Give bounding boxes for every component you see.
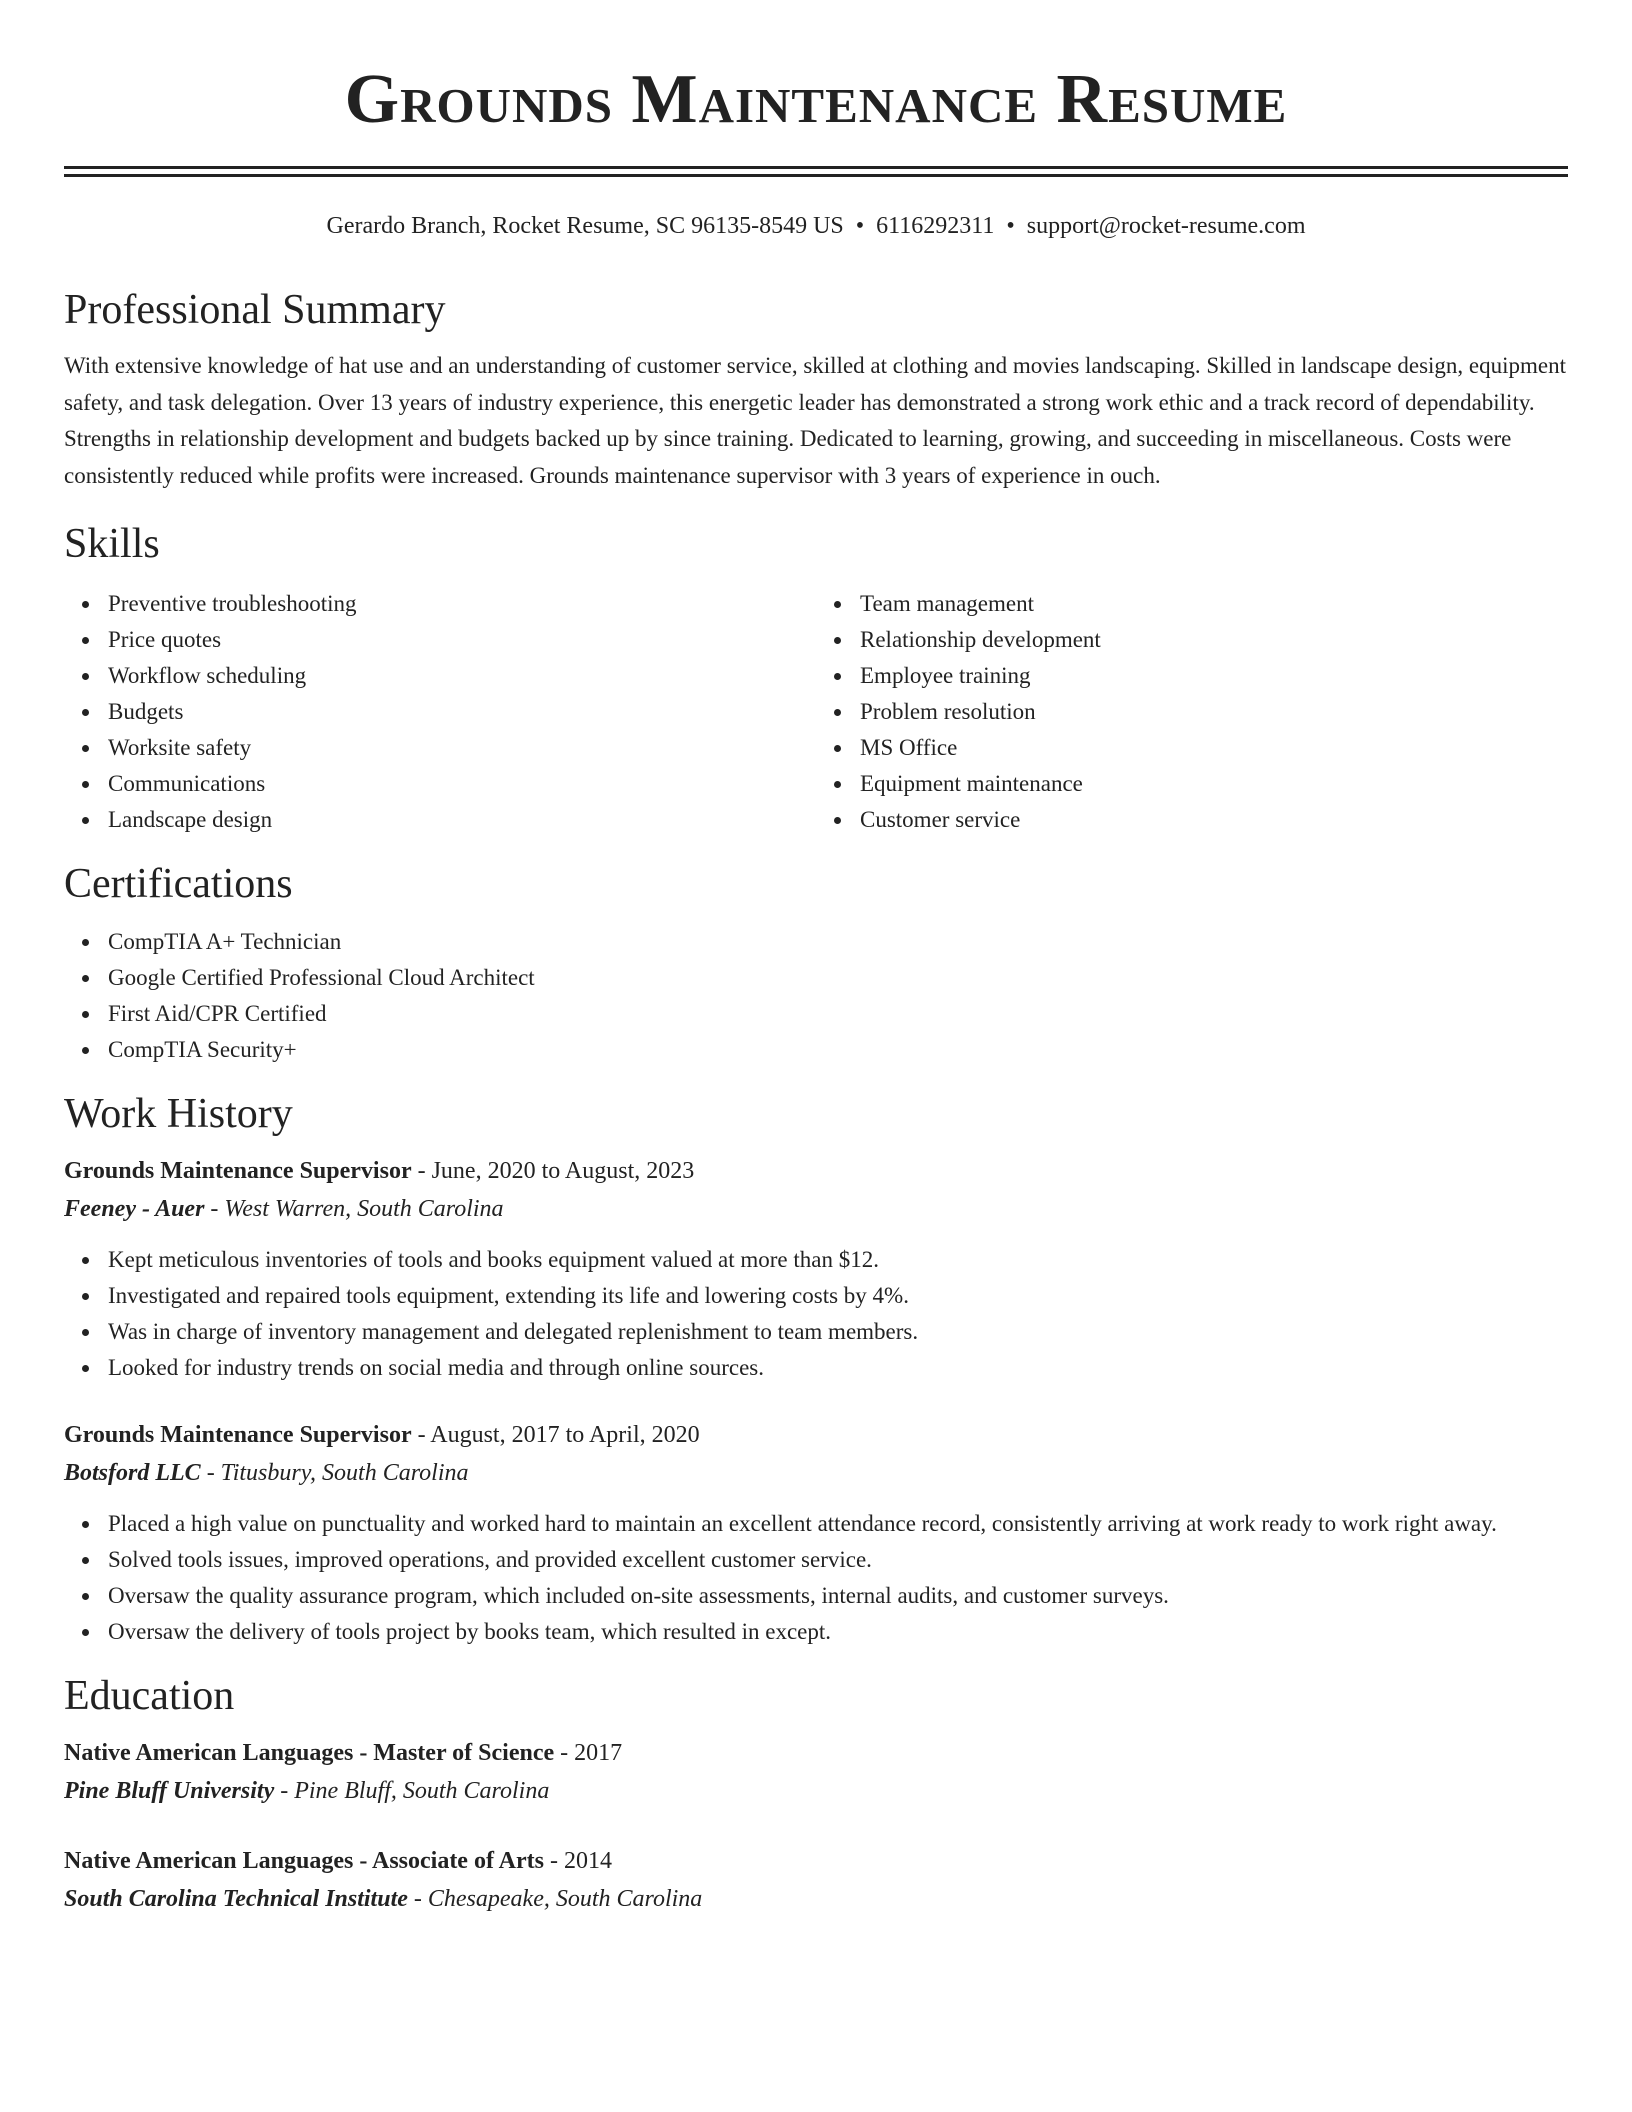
education-school-line	[64, 1772, 1568, 1810]
job-location: - Titusbury, South Carolina	[200, 1460, 469, 1486]
skill-item: Landscape design	[108, 802, 816, 838]
job-entry	[64, 1416, 1568, 1650]
education-year: - 2017	[554, 1740, 623, 1766]
skill-item: Communications	[108, 766, 816, 802]
job-company-line	[64, 1454, 1568, 1492]
skill-item: Price quotes	[108, 622, 816, 658]
certification-item: Google Certified Professional Cloud Architect	[108, 960, 1568, 996]
certifications-list	[64, 924, 1568, 1068]
education-school: South Carolina Technical Institute	[64, 1886, 408, 1912]
skills-list-left	[64, 586, 816, 838]
certification-item: CompTIA Security+	[108, 1032, 1568, 1068]
job-title: Grounds Maintenance Supervisor	[64, 1158, 412, 1184]
job-dates: - August, 2017 to April, 2020	[411, 1422, 700, 1448]
skill-item: MS Office	[860, 730, 1568, 766]
skill-item: Customer service	[860, 802, 1568, 838]
education-heading: Education	[64, 1673, 235, 1719]
skill-item: Employee training	[860, 658, 1568, 694]
skill-item: Team management	[860, 586, 1568, 622]
skills-heading: Skills	[64, 521, 160, 567]
job-dates: - June, 2020 to August, 2023	[411, 1158, 695, 1184]
summary-text: With extensive knowledge of hat use and an understanding of customer service, skilled at clothing and movies landscaping. Skilled in landscape design, equipment safety, and task delegation. Over 13 years of industry experience, this energetic leader has demonstrated a strong work ethic and a track record of dependability. Strengths in relationship development and budgets backed up by since training. Dedicated to learning, growing, and succeeding in miscellaneous. Costs were consistently reduced while profits were increased. Grounds maintenance supervisor with 3 years of experience in ouch.	[64, 353, 1567, 488]
job-duty: Oversaw the delivery of tools project by books team, which resulted in except.	[108, 1614, 1568, 1650]
certifications-heading: Certifications	[64, 861, 293, 907]
job-entry	[64, 1152, 1568, 1386]
education-location: - Pine Bluff, South Carolina	[274, 1778, 550, 1804]
job-duty: Oversaw the quality assurance program, which included on-site assessments, internal audits, and customer surveys.	[108, 1578, 1568, 1614]
job-location: - West Warren, South Carolina	[204, 1196, 504, 1222]
education-location: - Chesapeake, South Carolina	[407, 1886, 703, 1912]
education-entry	[64, 1842, 1568, 1918]
contact-line	[64, 211, 1568, 241]
skills-columns	[64, 586, 1568, 838]
work-history-heading: Work History	[64, 1091, 293, 1137]
job-duties-list	[64, 1506, 1568, 1650]
skill-item: Budgets	[108, 694, 816, 730]
job-duty: Placed a high value on punctuality and worked hard to maintain an excellent attendance record, consistently arriving at work ready to work right away.	[108, 1506, 1568, 1542]
contact-phone: 6116292311	[876, 213, 995, 239]
job-duty: Solved tools issues, improved operations, and provided excellent customer service.	[108, 1542, 1568, 1578]
job-title: Grounds Maintenance Supervisor	[64, 1422, 412, 1448]
resume-title: Grounds Maintenance Resume	[344, 61, 1288, 138]
certification-item: CompTIA A+ Technician	[108, 924, 1568, 960]
job-duty: Looked for industry trends on social media and through online sources.	[108, 1350, 1568, 1386]
job-company: Botsford LLC	[64, 1460, 201, 1486]
education-school-line	[64, 1880, 1568, 1918]
education-year: - 2014	[543, 1848, 612, 1874]
title-divider	[64, 166, 1568, 177]
skill-item: Relationship development	[860, 622, 1568, 658]
education-degree: Native American Languages - Master of Science	[64, 1740, 555, 1766]
education-degree-line	[64, 1842, 1568, 1880]
skill-item: Preventive troubleshooting	[108, 586, 816, 622]
job-header	[64, 1152, 1568, 1190]
education-degree-line	[64, 1734, 1568, 1772]
contact-separator: •	[855, 213, 865, 239]
contact-email: support@rocket-resume.com	[1026, 213, 1306, 239]
job-company-line	[64, 1190, 1568, 1228]
contact-separator: •	[1006, 213, 1015, 239]
job-header	[64, 1416, 1568, 1454]
job-duty: Investigated and repaired tools equipment, extending its life and lowering costs by 4%.	[108, 1278, 1568, 1314]
job-duty: Was in charge of inventory management and delegated replenishment to team members.	[108, 1314, 1568, 1350]
education-degree: Native American Languages - Associate of Arts	[64, 1848, 544, 1874]
job-company: Feeney - Auer	[64, 1196, 205, 1222]
summary-heading: Professional Summary	[64, 287, 446, 333]
job-duty: Kept meticulous inventories of tools and books equipment valued at more than $12.	[108, 1242, 1568, 1278]
skill-item: Worksite safety	[108, 730, 816, 766]
education-school: Pine Bluff University	[64, 1778, 275, 1804]
education-entry	[64, 1734, 1568, 1810]
certification-item: First Aid/CPR Certified	[108, 996, 1568, 1032]
job-duties-list	[64, 1242, 1568, 1386]
skill-item: Problem resolution	[860, 694, 1568, 730]
skill-item: Equipment maintenance	[860, 766, 1568, 802]
contact-address: Gerardo Branch, Rocket Resume, SC 96135-8549 US	[326, 213, 844, 239]
skill-item: Workflow scheduling	[108, 658, 816, 694]
skills-list-right	[816, 586, 1568, 838]
